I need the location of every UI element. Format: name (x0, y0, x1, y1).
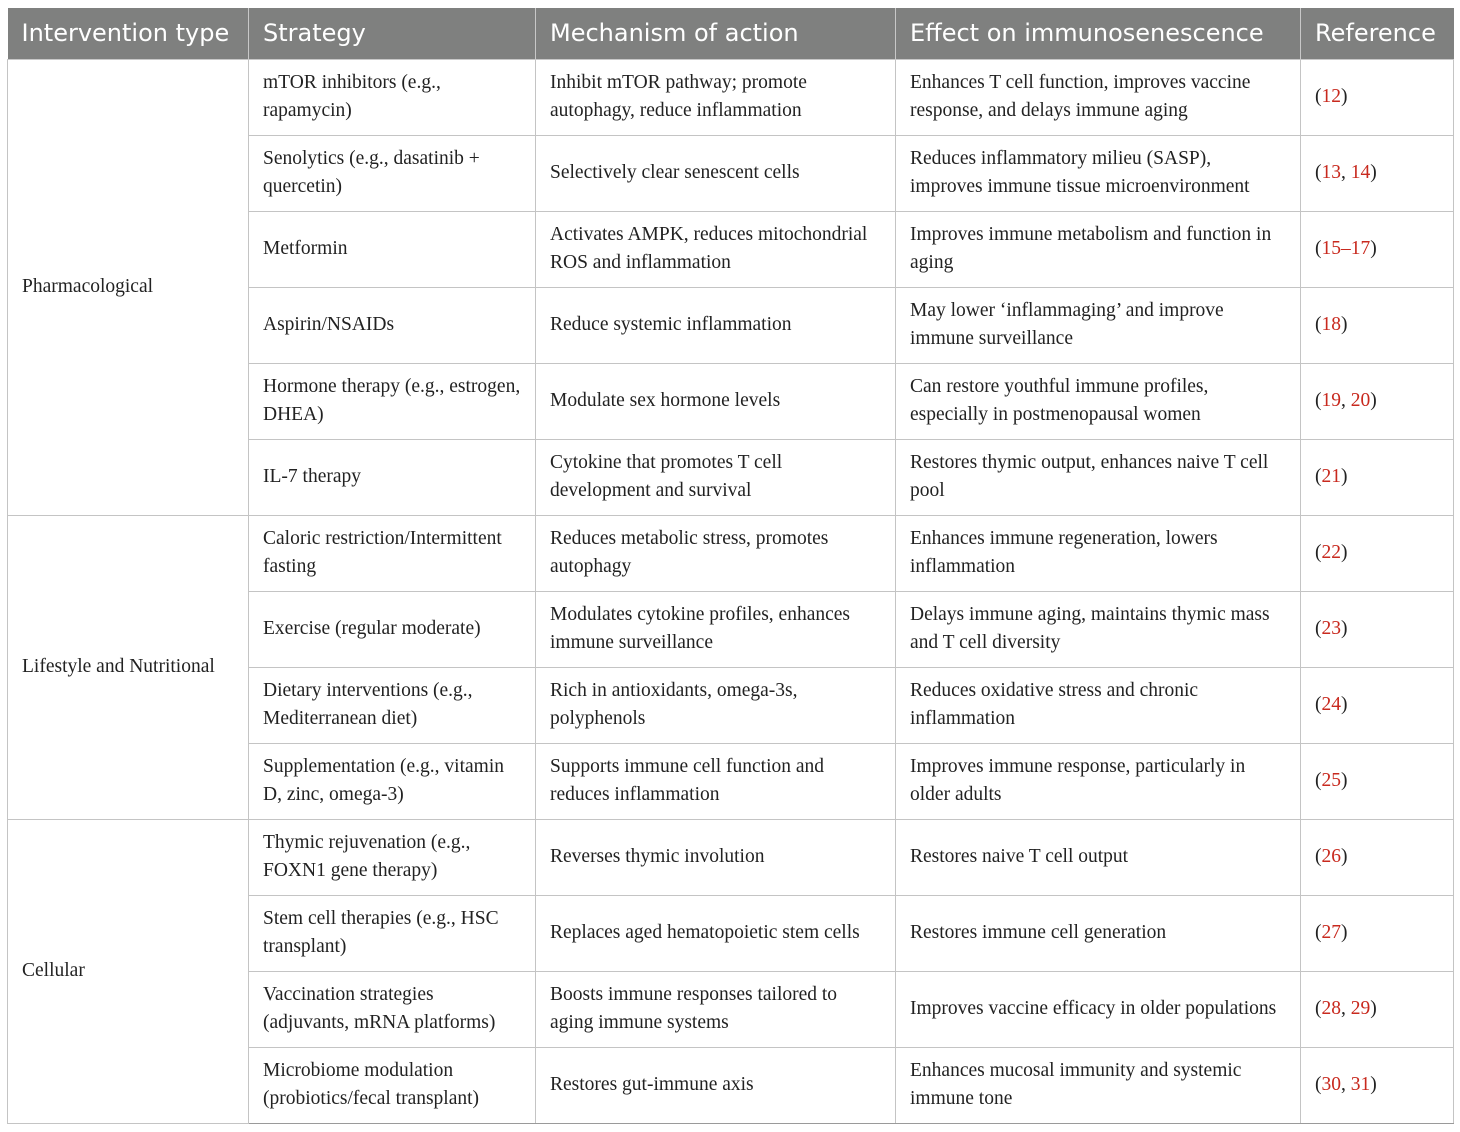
reference-link[interactable]: 18 (1321, 314, 1341, 335)
mechanism-cell: Replaces aged hematopoietic stem cells (536, 895, 896, 971)
reference-cell: (21) (1301, 439, 1454, 515)
reference-link[interactable]: 28 (1321, 998, 1341, 1019)
reference-link[interactable]: 22 (1321, 542, 1341, 563)
strategy-cell: Hormone therapy (e.g., estrogen, DHEA) (249, 363, 536, 439)
header-intervention-type: Intervention type (8, 8, 249, 59)
mechanism-cell: Supports immune cell function and reduces inflammation (536, 743, 896, 819)
mechanism-cell: Restores gut-immune axis (536, 1047, 896, 1123)
reference-link[interactable]: 15–17 (1321, 238, 1371, 259)
reference-link[interactable]: 23 (1321, 618, 1341, 639)
effect-cell: Improves vaccine efficacy in older populations (896, 971, 1301, 1047)
effect-cell: Improves immune response, particularly in older adults (896, 743, 1301, 819)
effect-cell: Enhances T cell function, improves vaccine response, and delays immune aging (896, 59, 1301, 135)
reference-link[interactable]: 25 (1321, 770, 1341, 791)
header-effect: Effect on immunosenescence (896, 8, 1301, 59)
reference-link[interactable]: 29 (1350, 998, 1371, 1019)
mechanism-cell: Modulates cytokine profiles, enhances immune surveillance (536, 591, 896, 667)
mechanism-cell: Inhibit mTOR pathway; promote autophagy, reduce inflammation (536, 59, 896, 135)
effect-cell: Restores thymic output, enhances naive T cell pool (896, 439, 1301, 515)
mechanism-cell: Reduces metabolic stress, promotes autophagy (536, 515, 896, 591)
mechanism-cell: Cytokine that promotes T cell development and survival (536, 439, 896, 515)
reference-cell: (23) (1301, 591, 1454, 667)
header-strategy: Strategy (249, 8, 536, 59)
reference-cell: (26) (1301, 819, 1454, 895)
header-mechanism: Mechanism of action (536, 8, 896, 59)
reference-cell: (15–17) (1301, 211, 1454, 287)
reference-cell: (19, 20) (1301, 363, 1454, 439)
reference-cell: (27) (1301, 895, 1454, 971)
mechanism-cell: Reverses thymic involution (536, 819, 896, 895)
reference-link[interactable]: 12 (1321, 86, 1341, 107)
strategy-cell: Senolytics (e.g., dasatinib + quercetin) (249, 135, 536, 211)
reference-link[interactable]: 27 (1321, 922, 1341, 943)
strategy-cell: Aspirin/NSAIDs (249, 287, 536, 363)
strategy-cell: Dietary interventions (e.g., Mediterranean diet) (249, 667, 536, 743)
intervention-type-cell: Pharmacological (8, 59, 249, 515)
reference-link[interactable]: 31 (1350, 1074, 1371, 1095)
effect-cell: Enhances mucosal immunity and systemic immune tone (896, 1047, 1301, 1123)
strategy-cell: Exercise (regular moderate) (249, 591, 536, 667)
table-row (8, 819, 1454, 895)
effect-cell: Enhances immune regeneration, lowers inflammation (896, 515, 1301, 591)
strategy-cell: Stem cell therapies (e.g., HSC transplant) (249, 895, 536, 971)
effect-cell: Restores naive T cell output (896, 819, 1301, 895)
reference-link[interactable]: 19 (1321, 390, 1341, 411)
table-body (8, 59, 1454, 1123)
reference-link[interactable]: 24 (1321, 694, 1341, 715)
effect-cell: Can restore youthful immune profiles, especially in postmenopausal women (896, 363, 1301, 439)
mechanism-cell: Activates AMPK, reduces mitochondrial ROS and inflammation (536, 211, 896, 287)
strategy-cell: Vaccination strategies (adjuvants, mRNA platforms) (249, 971, 536, 1047)
table-header (8, 8, 1454, 59)
table-row (8, 515, 1454, 591)
reference-cell: (22) (1301, 515, 1454, 591)
reference-link[interactable]: 26 (1321, 846, 1341, 867)
header-row (8, 8, 1454, 59)
intervention-type-cell: Cellular (8, 819, 249, 1123)
mechanism-cell: Reduce systemic inflammation (536, 287, 896, 363)
table-row (8, 59, 1454, 135)
effect-cell: Reduces oxidative stress and chronic inflammation (896, 667, 1301, 743)
reference-link[interactable]: 20 (1350, 390, 1371, 411)
reference-link[interactable]: 14 (1350, 162, 1371, 183)
reference-cell: (25) (1301, 743, 1454, 819)
reference-link[interactable]: 21 (1321, 466, 1341, 487)
effect-cell: Delays immune aging, maintains thymic mass and T cell diversity (896, 591, 1301, 667)
header-reference: Reference (1301, 8, 1454, 59)
strategy-cell: Metformin (249, 211, 536, 287)
strategy-cell: mTOR inhibitors (e.g., rapamycin) (249, 59, 536, 135)
mechanism-cell: Modulate sex hormone levels (536, 363, 896, 439)
strategy-cell: Supplementation (e.g., vitamin D, zinc, omega-3) (249, 743, 536, 819)
mechanism-cell: Rich in antioxidants, omega-3s, polyphenols (536, 667, 896, 743)
mechanism-cell: Boosts immune responses tailored to aging immune systems (536, 971, 896, 1047)
strategy-cell: Caloric restriction/Intermittent fasting (249, 515, 536, 591)
intervention-type-cell: Lifestyle and Nutritional (8, 515, 249, 819)
mechanism-cell: Selectively clear senescent cells (536, 135, 896, 211)
reference-link[interactable]: 30 (1321, 1074, 1341, 1095)
reference-cell: (13, 14) (1301, 135, 1454, 211)
reference-cell: (28, 29) (1301, 971, 1454, 1047)
strategy-cell: Microbiome modulation (probiotics/fecal transplant) (249, 1047, 536, 1123)
reference-link[interactable]: 13 (1321, 162, 1341, 183)
effect-cell: May lower ‘inflammaging’ and improve immune surveillance (896, 287, 1301, 363)
intervention-table (7, 8, 1454, 1124)
strategy-cell: Thymic rejuvenation (e.g., FOXN1 gene therapy) (249, 819, 536, 895)
reference-cell: (30, 31) (1301, 1047, 1454, 1123)
effect-cell: Restores immune cell generation (896, 895, 1301, 971)
strategy-cell: IL-7 therapy (249, 439, 536, 515)
reference-cell: (18) (1301, 287, 1454, 363)
reference-cell: (12) (1301, 59, 1454, 135)
effect-cell: Improves immune metabolism and function in aging (896, 211, 1301, 287)
reference-cell: (24) (1301, 667, 1454, 743)
effect-cell: Reduces inflammatory milieu (SASP), improves immune tissue microenvironment (896, 135, 1301, 211)
